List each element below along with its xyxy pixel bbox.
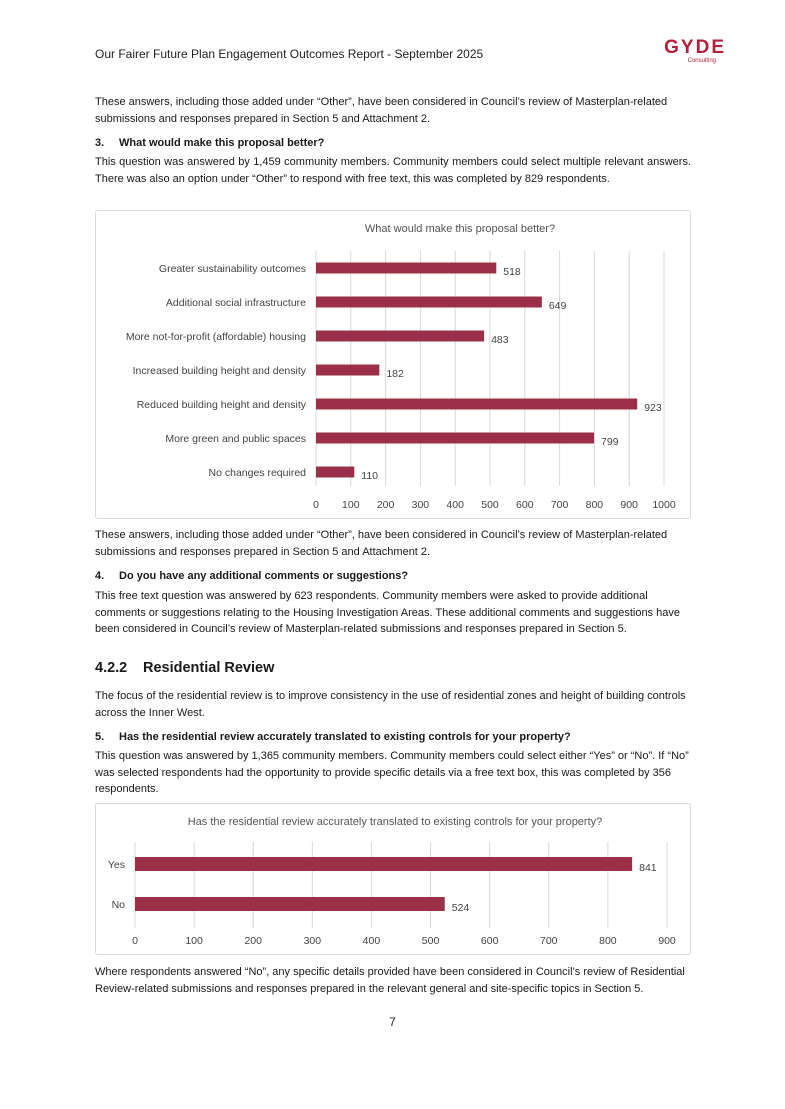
- question-3-number: 3.: [95, 137, 105, 149]
- chart1-tick-label: 700: [550, 499, 569, 511]
- question-5-heading: [95, 731, 571, 743]
- chart1-bar: [316, 297, 542, 308]
- section-title: Residential Review: [143, 660, 275, 676]
- chart2-tick-label: 500: [421, 935, 440, 947]
- question-5-number: 5.: [95, 731, 105, 743]
- question-3-after-paragraph: These answers, including those added under “Other”, have been considered in Council’s review of Masterplan-related submissions and responses prepared in Section 5 and Attachment 2.: [95, 529, 668, 558]
- question-5-description: This question was answered by 1,365 community members. Community members could select either “Yes” or “No”. If “No” was selected respondents had the opportunity to provide specific details via a free text box, this was completed by 356 respondents.: [95, 750, 689, 795]
- chart1-tick-label: 100: [342, 499, 360, 511]
- chart1-bar: [316, 467, 354, 478]
- section-heading: [95, 660, 274, 676]
- chart1-tick-label: 600: [516, 499, 534, 511]
- chart1-bar: [316, 365, 379, 376]
- chart2-tick-label: 100: [185, 935, 203, 947]
- chart1-data-label: 649: [548, 300, 567, 312]
- chart2-tick-label: 300: [303, 935, 322, 947]
- chart2-data-label: 841: [639, 862, 657, 874]
- chart1-data-label: 182: [386, 368, 404, 380]
- chart2-bar: [135, 897, 445, 911]
- chart1-title: What would make this proposal better?: [364, 223, 556, 235]
- chart1-bar: [316, 433, 594, 444]
- question-4-number: 4.: [95, 570, 105, 582]
- chart1-tick-label: 500: [481, 499, 499, 511]
- chart1-data-label: 518: [503, 266, 521, 278]
- question-4-title: Do you have any additional comments or suggestions?: [119, 570, 409, 582]
- chart1-category-label: Greater sustainability outcomes: [158, 263, 306, 275]
- chart1-category-label: Increased building height and density: [132, 365, 306, 377]
- chart2-tick-label: 700: [540, 935, 558, 947]
- chart2-tick-label: 400: [362, 935, 381, 947]
- chart-proposal-better-svg: [96, 211, 690, 518]
- chart2-category-label: Yes: [107, 859, 125, 871]
- chart-proposal-better: [95, 210, 691, 519]
- chart1-tick-label: 0: [313, 499, 319, 511]
- chart1-category-label: Additional social infrastructure: [165, 297, 306, 309]
- chart1-bar: [316, 331, 484, 342]
- chart2-tick-label: 900: [658, 935, 676, 947]
- chart1-category-label: More green and public spaces: [165, 433, 306, 445]
- chart1-bar: [316, 399, 637, 410]
- chart1-tick-label: 300: [411, 499, 430, 511]
- chart-residential-review-svg: [96, 804, 690, 954]
- chart1-tick-label: 1000: [652, 499, 676, 511]
- logo-subtitle: Consulting: [687, 58, 716, 64]
- chart-residential-review: [95, 803, 691, 955]
- chart1-data-label: 483: [491, 334, 509, 346]
- chart1-tick-label: 800: [585, 499, 604, 511]
- chart2-tick-label: 200: [244, 935, 262, 947]
- chart1-tick-label: 400: [446, 499, 464, 511]
- chart2-tick-label: 0: [132, 935, 138, 947]
- chart1-tick-label: 900: [620, 499, 638, 511]
- chart1-category-label: Reduced building height and density: [136, 399, 306, 411]
- question-4-description: This free text question was answered by 623 respondents. Community members were asked to provide additional comments or suggestions relating to the Housing Investigation Areas. These additional comments and suggestions have been considered in Council’s review of Masterplan-related submissions and responses prepared in Section 5.: [95, 590, 680, 635]
- chart2-data-label: 524: [451, 902, 470, 914]
- gyde-logo: [636, 39, 726, 64]
- chart2-tick-label: 800: [599, 935, 617, 947]
- chart2-title: Has the residential review accurately translated to existing controls for your property?: [187, 816, 603, 828]
- chart1-category-label: More not-for-profit (affordable) housing: [125, 331, 306, 343]
- chart1-bar: [316, 263, 496, 274]
- question-4-heading: [95, 570, 408, 582]
- question-5-title: Has the residential review accurately translated to existing controls for your property?: [119, 731, 571, 743]
- question-3-heading: [95, 137, 324, 149]
- chart1-data-label: 799: [601, 436, 619, 448]
- chart2-bar: [135, 857, 632, 871]
- logo-wordmark: GYDE: [664, 37, 726, 58]
- section-description: The focus of the residential review is to improve consistency in the use of residential zones and height of building controls across the Inner West.: [95, 690, 686, 719]
- chart2-category-label: No: [111, 899, 125, 911]
- chart1-category-label: No changes required: [208, 467, 306, 479]
- chart2-tick-label: 600: [480, 935, 499, 947]
- question-5-after-paragraph: Where respondents answered “No”, any specific details provided have been considered in Council’s review of Residential Review-related submissions and responses prepared in the relevant general and site-specific topics in Section 5.: [95, 966, 685, 995]
- page-number: 7: [389, 1015, 396, 1029]
- question-3-description: This question was answered by 1,459 community members. Community members could select multiple relevant answers. There was also an option under “Other” to respond with free text, this was completed by 829 respondents.: [95, 156, 691, 185]
- chart1-tick-label: 200: [376, 499, 395, 511]
- intro-paragraph: These answers, including those added under “Other”, have been considered in Council’s review of Masterplan-related submissions and responses prepared in Section 5 and Attachment 2.: [95, 96, 668, 125]
- report-header-title: Our Fairer Future Plan Engagement Outcomes Report - September 2025: [95, 47, 484, 61]
- chart1-data-label: 110: [361, 470, 379, 482]
- chart1-data-label: 923: [644, 402, 662, 414]
- question-3-title: What would make this proposal better?: [119, 137, 325, 149]
- section-number: 4.2.2: [95, 660, 128, 676]
